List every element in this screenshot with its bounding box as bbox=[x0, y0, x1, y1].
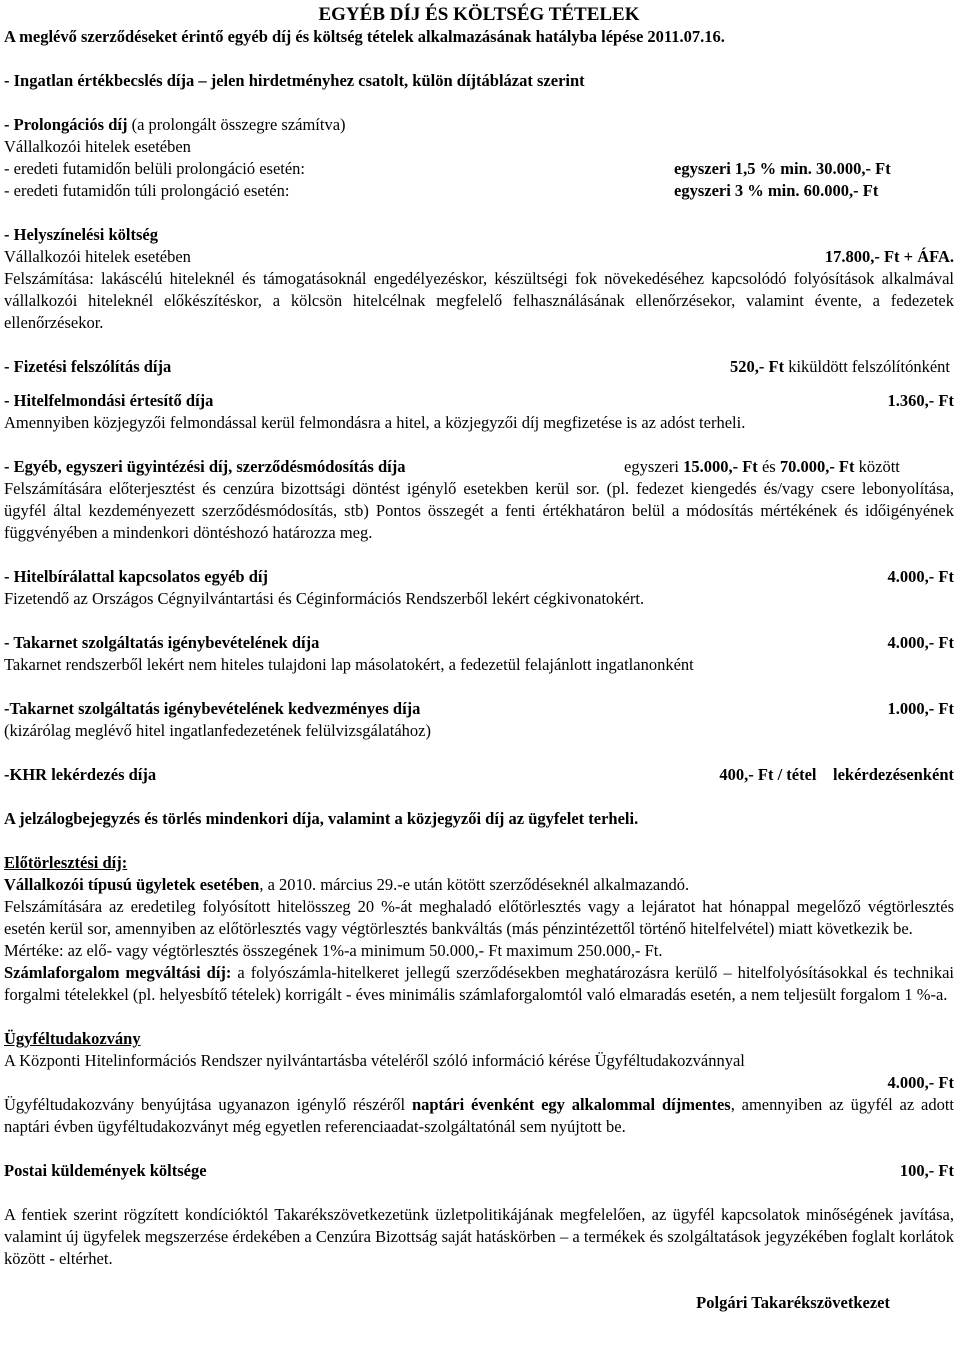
ugyfeltudakozvany-text2b: naptári évenként egy alkalommal díjmentes bbox=[411, 1095, 731, 1114]
ingatlan-ertekbecsles: - Ingatlan értékbecslés díja – jelen hirdetményhez csatolt, külön díjtáblázat szerint bbox=[4, 71, 585, 90]
elotorlesztesi-section bbox=[4, 852, 954, 1006]
egyeb-value-min: 15.000,- Ft bbox=[683, 457, 758, 476]
ugyfeltudakozvany-text1: A Központi Hitelinformációs Rendszer nyilvántartásba vételéről szóló információ kérése Ügyféltudakozvánnyal bbox=[4, 1051, 745, 1070]
takarnet-section bbox=[4, 632, 954, 676]
helyszinelesi-section bbox=[4, 224, 954, 334]
postai-row bbox=[4, 1160, 954, 1182]
hitelfelmondasi-value: 1.360,- Ft bbox=[887, 391, 954, 410]
prolongacios-row-2-label: - eredeti futamidőn túli prolongáció esetén: bbox=[4, 181, 290, 200]
hitelfelmondasi-label: - Hitelfelmondási értesítő díja bbox=[4, 391, 214, 410]
szamlaforgalom-text: a folyószámla-hitelkeret jellegű szerződésekben meghatározásra kerülő – hitelfolyósításokkal és technikai forgalmi tételekkel (pl. helyesbítő tételek) korrigált - éves minimális számlaforgalomtól való elmaradás esetén, a nem teljesült forgalom 1 %-a. bbox=[4, 963, 954, 1004]
elotorlesztesi-p1: Felszámítására az eredetileg folyósított hitelösszeg 20 %-át meghaladó előtörlesztés vagy a lejáratot hat hónappal megelőző végtörlesztés esetén kerül sor, amennyiben az előtörlesztés vagy végtörlesztés bankváltás (más pénzintézettől történő hitelfelvétel) miatt következik be. bbox=[4, 897, 954, 938]
szamlaforgalom-heading: Számlaforgalom megváltási díj: bbox=[4, 963, 232, 982]
takarnet-label: - Takarnet szolgáltatás igénybevételének díja bbox=[4, 633, 320, 652]
egyeb-label: - Egyéb, egyszeri ügyintézési díj, szerződésmódosítás díja bbox=[4, 457, 406, 476]
takarnet-kedvezmenyes-section bbox=[4, 698, 954, 742]
takarnet-value: 4.000,- Ft bbox=[887, 633, 954, 652]
prolongacios-dij-section bbox=[4, 114, 954, 202]
helyszinelesi-sub: Vállalkozói hitelek esetében bbox=[4, 247, 191, 266]
page-title: EGYÉB DÍJ ÉS KÖLTSÉG TÉTELEK bbox=[318, 4, 640, 25]
postai-label: Postai küldemények költsége bbox=[4, 1161, 207, 1180]
ugyfeltudakozvany-text2a: Ügyféltudakozvány benyújtása ugyanazon igénylő részéről bbox=[4, 1095, 412, 1114]
takarnet-text: Takarnet rendszerből lekért nem hiteles tulajdoni lap másolatokért, a fedezetül felajánlott ingatlanonként bbox=[4, 655, 694, 674]
elotorlesztesi-line1-rest: , a 2010. március 29.-e után kötött szerződéseknél alkalmazandó. bbox=[259, 875, 690, 894]
elotorlesztesi-p2: Mértéke: az elő- vagy végtörlesztés összegének 1%-a minimum 50.000,- Ft maximum 250.000,- Ft. bbox=[4, 941, 663, 960]
khr-suffix: lekérdezésenként bbox=[833, 765, 954, 784]
egyeb-text: Felszámítására előterjesztést és cenzúra bizottsági döntést igénylő esetekben kerül sor. (pl. fedezet kiengedés és/vagy csere lebonyolítása, ügyfél által kezdeményezett szerződésmódosítás, stb) Pontos összegét a fenti értékhatáron belül a módosítás mértékének és időigényének függvényében a mindenkori döntéshozó határozza meg. bbox=[4, 479, 954, 542]
zaro-text: A fentiek szerint rögzített kondícióktól Takarékszövetkezetünk üzletpolitikájának megfelelően, az ügyfél kapcsolatok minőségének javítása, valamint új ügyfelek megszerzése érdekében a Cenzúra Bizottság saját hatáskörben – a termékek és szolgáltatások jegyzékében foglalt korlátok között - eltérhet. bbox=[4, 1205, 954, 1268]
document-page bbox=[4, 4, 954, 1314]
elotorlesztesi-heading: Előtörlesztési díj: bbox=[4, 853, 128, 872]
khr-label: -KHR lekérdezés díja bbox=[4, 765, 157, 784]
takarnet-kedvezmenyes-value: 1.000,- Ft bbox=[887, 699, 954, 718]
elotorlesztesi-line1-bold: Vállalkozói típusú ügyletek esetében bbox=[4, 875, 260, 894]
ugyfeltudakozvany-text2c: , amennyiben az ügyfél az adott naptári évben ügyféltudakozványt még egyetlen referenciaadat-szolgáltatónál sem nyújtott be. bbox=[4, 1095, 954, 1136]
prolongacios-row-1 bbox=[4, 158, 954, 180]
hitelbiralat-text: Fizetendő az Országos Cégnyilvántartási és Céginformációs Rendszerből lekért cégkivonatokért. bbox=[4, 589, 645, 608]
prolongacios-row-1-value: egyszeri 1,5 % min. 30.000,- Ft bbox=[674, 159, 891, 178]
hitelbiralat-section bbox=[4, 566, 954, 610]
khr-row bbox=[4, 764, 954, 786]
prolongacios-row-2-value: egyszeri 3 % min. 60.000,- Ft bbox=[674, 181, 879, 200]
ugyfeltudakozvany-value: 4.000,- Ft bbox=[887, 1073, 954, 1092]
ugyfeltudakozvany-heading: Ügyféltudakozvány bbox=[4, 1029, 141, 1048]
egyeb-value-max: 70.000,- Ft bbox=[779, 457, 855, 476]
fizetesi-value: 520,- Ft bbox=[730, 357, 785, 376]
fizetesi-label: - Fizetési felszólítás díja bbox=[4, 357, 172, 376]
prolongacios-row-2 bbox=[4, 180, 954, 202]
helyszinelesi-text: Felszámítása: lakáscélú hiteleknél és támogatásoknál engedélyezéskor, készültségi fok növekedéséhez kapcsolódó folyósítások alkalmával vállalkozói hiteleknél előkészítéskor, a kölcsön hitelcélnak megfelelő felhasználásának ellenőrzésekor, valamint évente, a fedezetek ellenőrzésekor. bbox=[4, 269, 954, 332]
helyszinelesi-row bbox=[4, 246, 954, 268]
fizetesi-felszolitas-row bbox=[4, 356, 954, 378]
prolongacios-heading: - Prolongációs díj bbox=[4, 115, 128, 134]
takarnet-kedvezmenyes-text: (kizárólag meglévő hitel ingatlanfedezetének felülvizsgálatához) bbox=[4, 721, 431, 740]
prolongacios-sub: Vállalkozói hitelek esetében bbox=[4, 137, 191, 156]
egyeb-ugyintezesi-section bbox=[4, 456, 954, 544]
prolongacios-note: (a prolongált összegre számítva) bbox=[127, 115, 346, 134]
hitelbiralat-value: 4.000,- Ft bbox=[887, 567, 954, 586]
postai-value: 100,- Ft bbox=[899, 1161, 954, 1180]
khr-value: 400,- Ft / tétel bbox=[719, 765, 817, 784]
page-subtitle: A meglévő szerződéseket érintő egyéb díj és költség tételek alkalmazásának hatályba lépése 2011.07.16. bbox=[4, 27, 725, 46]
hitelfelmondasi-text: Amennyiben közjegyzői felmondással kerül felmondásra a hitel, a közjegyzői díj megfizetése is az adóst terheli. bbox=[4, 413, 746, 432]
egyeb-value-and: és bbox=[757, 457, 780, 476]
signature: Polgári Takarékszövetkezet bbox=[696, 1293, 890, 1312]
hitelbiralat-label: - Hitelbírálattal kapcsolatos egyéb díj bbox=[4, 567, 268, 586]
helyszinelesi-heading: - Helyszínelési költség bbox=[4, 225, 158, 244]
helyszinelesi-value: 17.800,- Ft + ÁFA. bbox=[824, 247, 954, 266]
prolongacios-row-1-label: - eredeti futamidőn belüli prolongáció esetén: bbox=[4, 159, 306, 178]
takarnet-kedvezmenyes-label: -Takarnet szolgáltatás igénybevételének kedvezményes díja bbox=[4, 699, 421, 718]
hitelfelmondasi-section bbox=[4, 390, 954, 434]
ugyfeltudakozvany-section bbox=[4, 1028, 954, 1138]
egyeb-value-prefix: egyszeri bbox=[624, 457, 684, 476]
fizetesi-suffix: kiküldött felszólítónként bbox=[784, 357, 950, 376]
egyeb-value-suffix: között bbox=[854, 457, 900, 476]
jelzalog-text: A jelzálogbejegyzés és törlés mindenkori díja, valamint a közjegyzői díj az ügyfelet terheli. bbox=[4, 809, 639, 828]
